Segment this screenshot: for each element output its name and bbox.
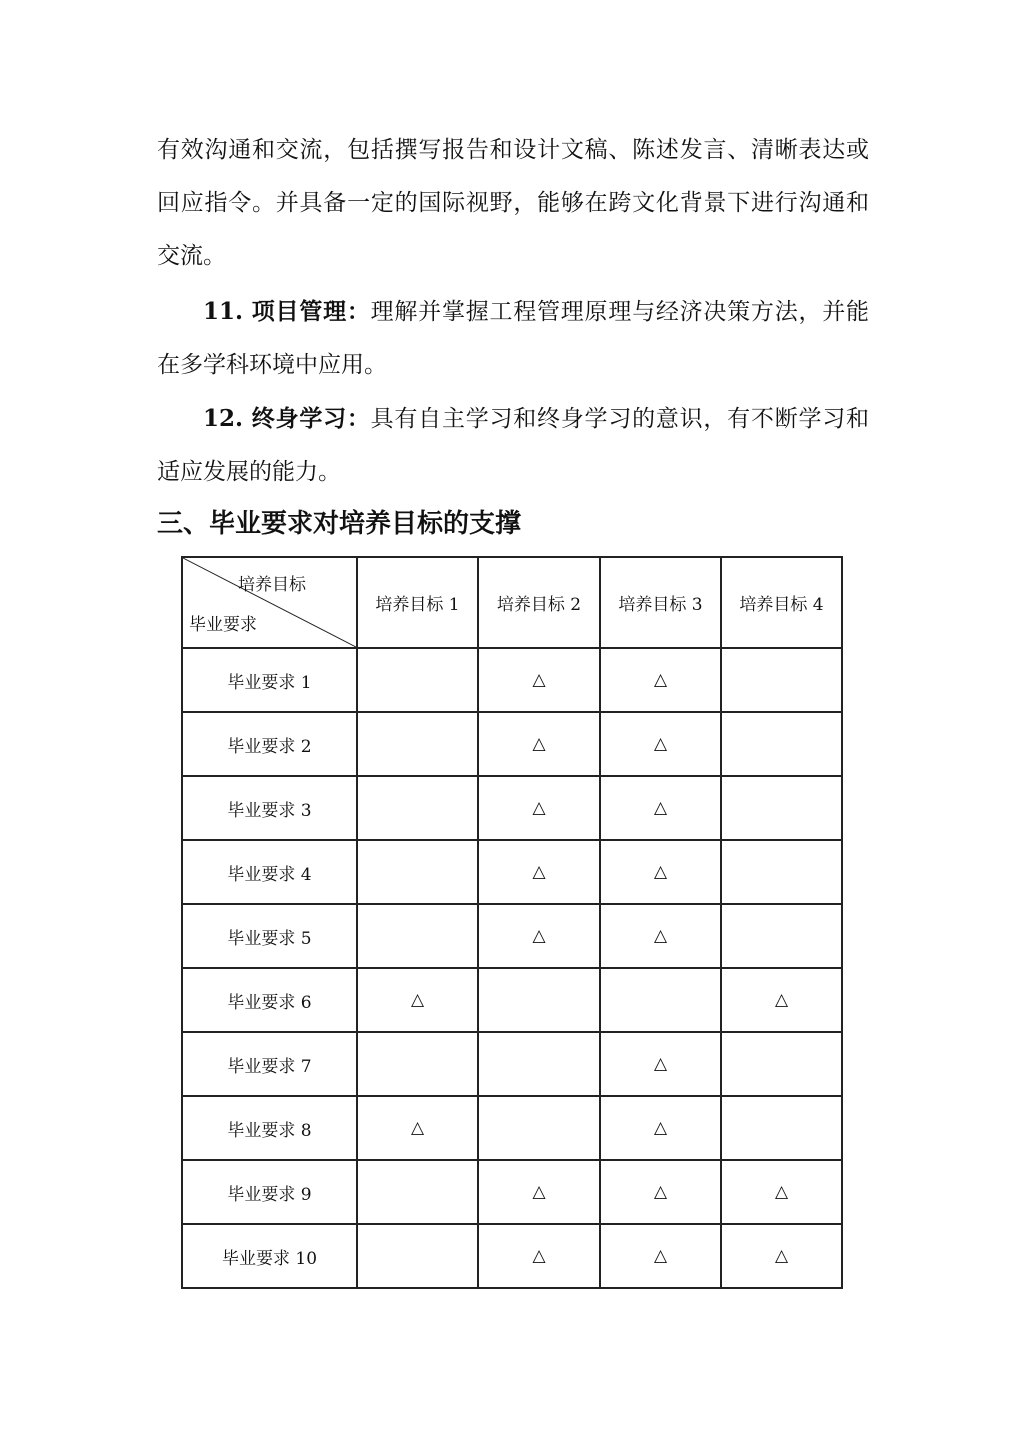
requirement-11-title: 11. 项目管理： (203, 298, 371, 325)
empty-cell (478, 968, 600, 1032)
row-label: 毕业要求 9 (182, 1160, 357, 1224)
row-label: 毕业要求 10 (182, 1224, 357, 1288)
support-mark: △ (478, 776, 600, 840)
support-mark: △ (478, 904, 600, 968)
support-mark: △ (600, 648, 721, 712)
support-mark: △ (600, 904, 721, 968)
support-mark: △ (357, 968, 478, 1032)
empty-cell (357, 1160, 478, 1224)
empty-cell (721, 776, 842, 840)
empty-cell (721, 1096, 842, 1160)
empty-cell (357, 648, 478, 712)
paragraph-project-management (157, 285, 869, 392)
table-row (182, 1224, 842, 1288)
table-row (182, 840, 842, 904)
empty-cell (357, 840, 478, 904)
support-mark: △ (478, 1224, 600, 1288)
requirement-12-text: 具有自主学习和终身学习的意识，有不断学习和适应发展的能力。 (157, 406, 870, 485)
column-header: 培养目标 1 (357, 557, 478, 648)
column-header: 培养目标 3 (600, 557, 721, 648)
row-label: 毕业要求 7 (182, 1032, 357, 1096)
table-row (182, 776, 842, 840)
row-label: 毕业要求 2 (182, 712, 357, 776)
table-header-row (182, 557, 842, 648)
column-header: 培养目标 4 (721, 557, 842, 648)
support-mark: △ (478, 648, 600, 712)
support-mark: △ (600, 776, 721, 840)
empty-cell (357, 904, 478, 968)
empty-cell (600, 968, 721, 1032)
support-mark: △ (357, 1096, 478, 1160)
column-header: 培养目标 2 (478, 557, 600, 648)
empty-cell (721, 648, 842, 712)
support-mark: △ (600, 712, 721, 776)
requirement-11-text: 理解并掌握工程管理原理与经济决策方法，并能在多学科环境中应用。 (157, 299, 870, 378)
table-row (182, 968, 842, 1032)
row-label: 毕业要求 8 (182, 1096, 357, 1160)
empty-cell (721, 840, 842, 904)
row-label: 毕业要求 5 (182, 904, 357, 968)
support-mark: △ (721, 1224, 842, 1288)
table-row (182, 1032, 842, 1096)
table-row (182, 648, 842, 712)
empty-cell (721, 1032, 842, 1096)
empty-cell (478, 1032, 600, 1096)
row-label: 毕业要求 3 (182, 776, 357, 840)
empty-cell (478, 1096, 600, 1160)
support-mark: △ (600, 1224, 721, 1288)
table-row (182, 1160, 842, 1224)
corner-label-requirements: 毕业要求 (189, 615, 257, 635)
table-row (182, 1096, 842, 1160)
support-mark: △ (600, 1160, 721, 1224)
section-heading: 三、毕业要求对培养目标的支撑 (157, 509, 522, 539)
support-mark: △ (721, 1160, 842, 1224)
support-mark: △ (600, 840, 721, 904)
support-matrix-table (181, 556, 843, 1289)
empty-cell (357, 712, 478, 776)
row-label: 毕业要求 4 (182, 840, 357, 904)
support-mark: △ (478, 840, 600, 904)
empty-cell (357, 1032, 478, 1096)
support-mark: △ (478, 712, 600, 776)
support-mark: △ (600, 1032, 721, 1096)
empty-cell (721, 712, 842, 776)
empty-cell (357, 1224, 478, 1288)
paragraph-lifelong-learning (157, 392, 869, 499)
table-corner-header (182, 557, 357, 648)
support-mark: △ (721, 968, 842, 1032)
row-label: 毕业要求 6 (182, 968, 357, 1032)
support-mark: △ (478, 1160, 600, 1224)
support-mark: △ (600, 1096, 721, 1160)
row-label: 毕业要求 1 (182, 648, 357, 712)
requirement-12-title: 12. 终身学习： (203, 405, 371, 432)
table-row (182, 712, 842, 776)
empty-cell (357, 776, 478, 840)
empty-cell (721, 904, 842, 968)
table-row (182, 904, 842, 968)
paragraph-communication: 有效沟通和交流，包括撰写报告和设计文稿、陈述发言、清晰表达或回应指令。并具备一定的国际视野，能够在跨文化背景下进行沟通和交流。 (157, 137, 869, 269)
corner-label-objectives: 培养目标 (238, 575, 306, 595)
